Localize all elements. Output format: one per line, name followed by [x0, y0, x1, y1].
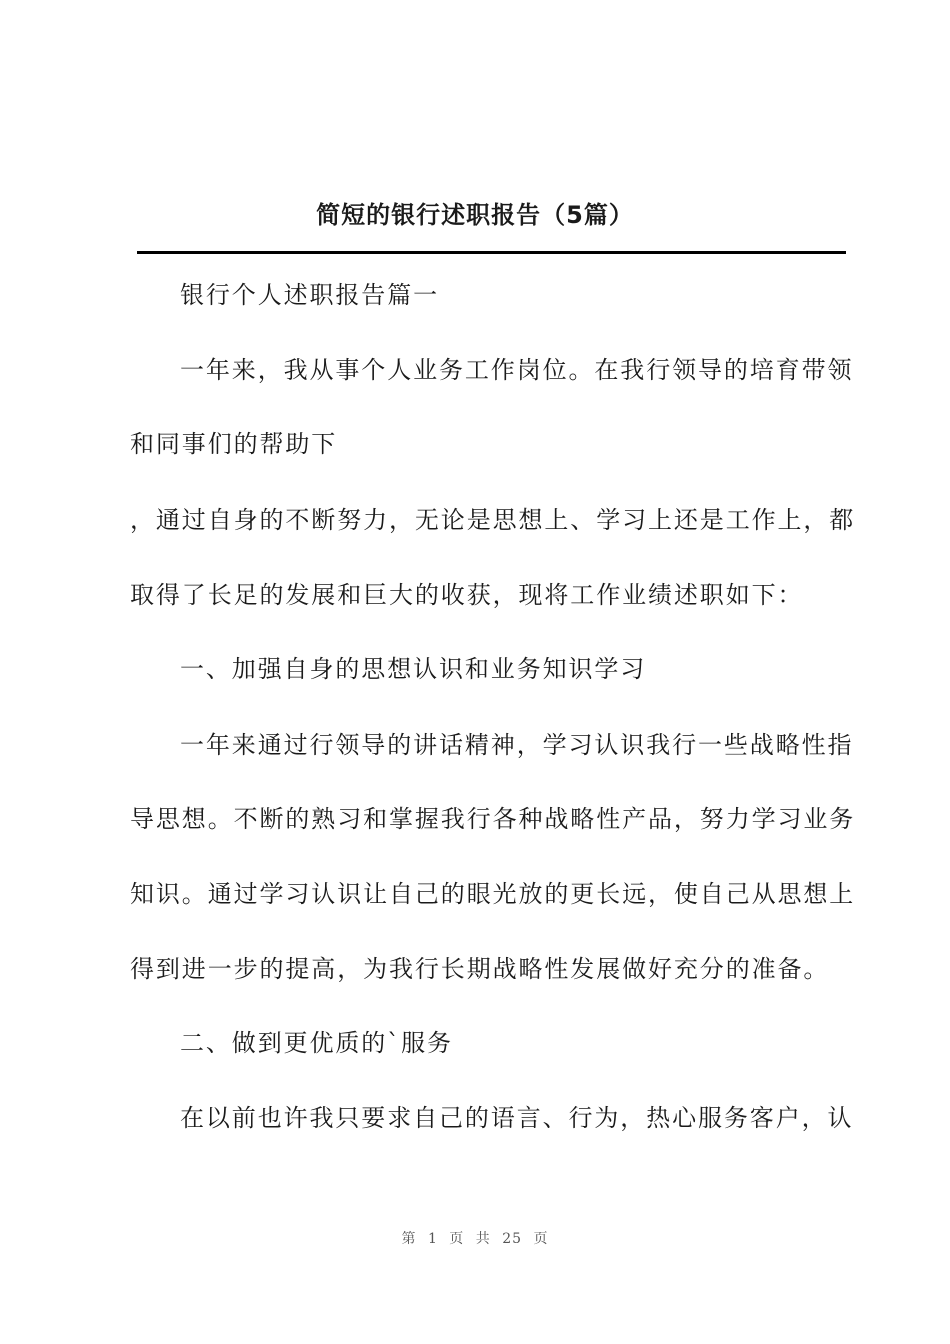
- paragraph-line: 知识。通过学习认识让自己的眼光放的更长远，使自己从思想上: [130, 880, 856, 908]
- paragraph-line: 得到进一步的提高，为我行长期战略性发展做好充分的准备。: [130, 955, 830, 983]
- document-title: 简短的银行述职报告（5篇）: [316, 201, 634, 229]
- title-underline: [137, 251, 846, 254]
- paragraph-line: 一年来，我从事个人业务工作岗位。在我行领导的培育带领: [180, 356, 854, 384]
- paragraph-line: 取得了长足的发展和巨大的收获，现将工作业绩述职如下：: [130, 581, 804, 609]
- paragraph-line: 在以前也许我只要求自己的语言、行为，热心服务客户，认: [180, 1104, 854, 1132]
- subsection-heading: 二、做到更优质的`服务: [180, 1029, 453, 1057]
- paragraph-line: 导思想。不断的熟习和掌握我行各种战略性产品，努力学习业务: [130, 805, 856, 833]
- subsection-heading: 一、加强自身的思想认识和业务知识学习: [180, 655, 647, 683]
- section-heading: 银行个人述职报告篇一: [180, 281, 439, 309]
- paragraph-line: ，通过自身的不断努力，无论是思想上、学习上还是工作上，都: [130, 506, 856, 534]
- paragraph-line: 一年来通过行领导的讲话精神，学习认识我行一些战略性指: [180, 731, 854, 759]
- paragraph-line: 和同事们的帮助下: [130, 430, 338, 458]
- page-number-footer: 第 1 页 共 25 页: [401, 1231, 549, 1247]
